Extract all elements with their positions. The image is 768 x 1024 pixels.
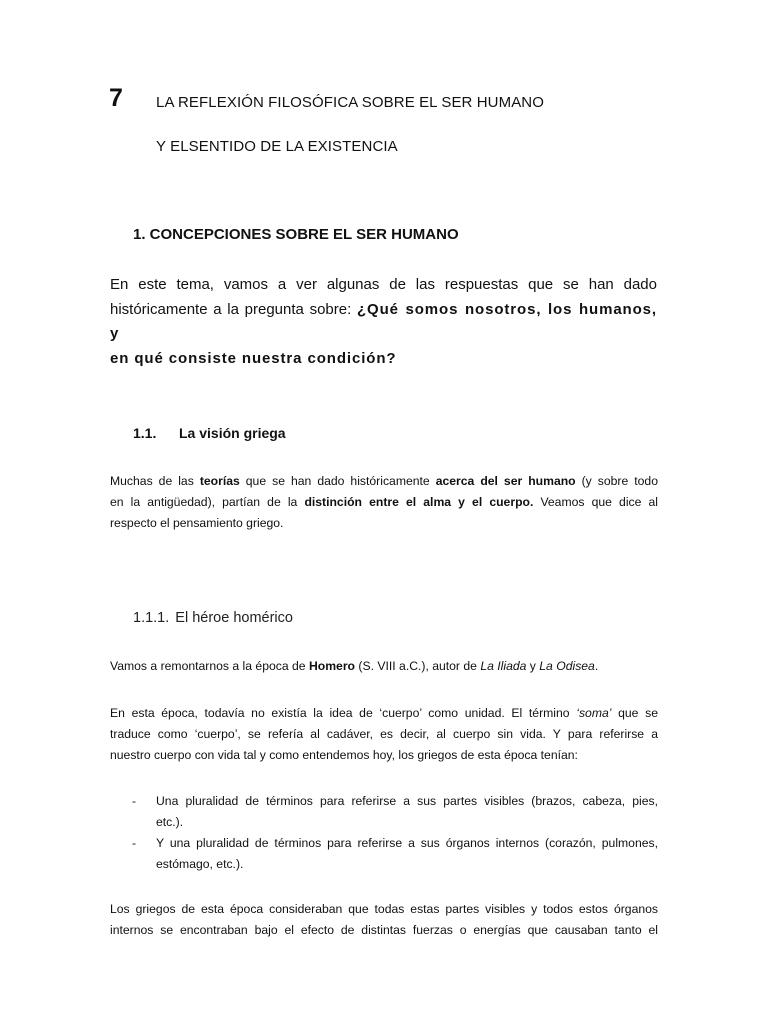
section-1-1-number: 1.1.: [133, 425, 157, 441]
intro-paragraph: [110, 273, 657, 371]
section-1-1-1-heading: [133, 610, 293, 626]
chapter-title-line-2: Y ELSENTIDO DE LA EXISTENCIA: [156, 138, 398, 155]
homer-name: Homero: [308, 659, 356, 673]
final-line-1: Los griegos de esta época consideraban que todas estas partes visibles y todos estos órganos: [110, 902, 658, 916]
soma-line-2: traduce como ‘cuerpo’, se refería al cadáver, es decir, al cuerpo sin vida. Y para referirse a: [110, 727, 658, 741]
intro-line-2: históricamente a la pregunta sobre: ¿Qué somos nosotros, los humanos, y: [110, 300, 657, 342]
dash-bullet: -: [132, 836, 137, 850]
intro-line-1: En este tema, vamos a ver algunas de las respuestas que se han dado: [110, 276, 657, 293]
final-paragraph: [110, 899, 658, 941]
final-line-2: internos se encontraban bajo el efecto de distintas fuerzas o energías que causaban tanto el: [110, 923, 658, 937]
chapter-title-line-1: LA REFLEXIÓN FILOSÓFICA SOBRE EL SER HUMANO: [156, 94, 545, 111]
list-item: - Y una pluralidad de términos para referirse a sus órganos internos (corazón, pulmones, estómago, etc.).: [110, 833, 658, 875]
section-1-heading: 1. CONCEPCIONES SOBRE EL SER HUMANO: [133, 226, 459, 243]
section-1-1-title: La visión griega: [179, 425, 286, 441]
greek-line-1: Muchas de las teorías que se han dado históricamente acerca del ser humano (y sobre todo: [110, 474, 658, 488]
intro-line-3: [110, 347, 657, 372]
terms-list: [110, 791, 658, 875]
soma-paragraph: [110, 703, 658, 766]
greek-line-3: respecto el pensamiento griego.: [110, 516, 284, 530]
soma-term: ‘soma’: [576, 706, 612, 720]
intro-question-part-1: ¿Qué somos nosotros, los humanos, y: [110, 300, 657, 342]
section-1-1-1-title: El héroe homérico: [175, 610, 293, 626]
homer-paragraph: Vamos a remontarnos a la época de Homero (S. VIII a.C.), autor de La Iliada y La Odisea.: [110, 659, 599, 673]
greek-line-2: en la antigüedad), partían de la distinción entre el alma y el cuerpo. Veamos que dice al: [110, 495, 658, 509]
list-item: - Una pluralidad de términos para referirse a sus partes visibles (brazos, cabeza, pies, etc.).: [110, 791, 658, 833]
soma-line-1: En esta época, todavía no existía la idea de ‘cuerpo’ como unidad. El término ‘soma’ que se: [110, 706, 658, 720]
odyssey-title: La Odisea: [539, 659, 595, 673]
chapter-number: 7: [109, 84, 123, 112]
section-1-1-1-number: 1.1.1.: [133, 610, 170, 626]
iliad-title: La Iliada: [480, 659, 527, 673]
soma-line-3: nuestro cuerpo con vida tal y como entendemos hoy, los griegos de esta época tenían:: [110, 748, 578, 762]
section-1-1-heading: [133, 425, 286, 441]
dash-bullet: -: [132, 794, 137, 808]
greek-view-paragraph: [110, 471, 658, 534]
intro-question-part-2: en qué consiste nuestra condición?: [110, 349, 397, 367]
